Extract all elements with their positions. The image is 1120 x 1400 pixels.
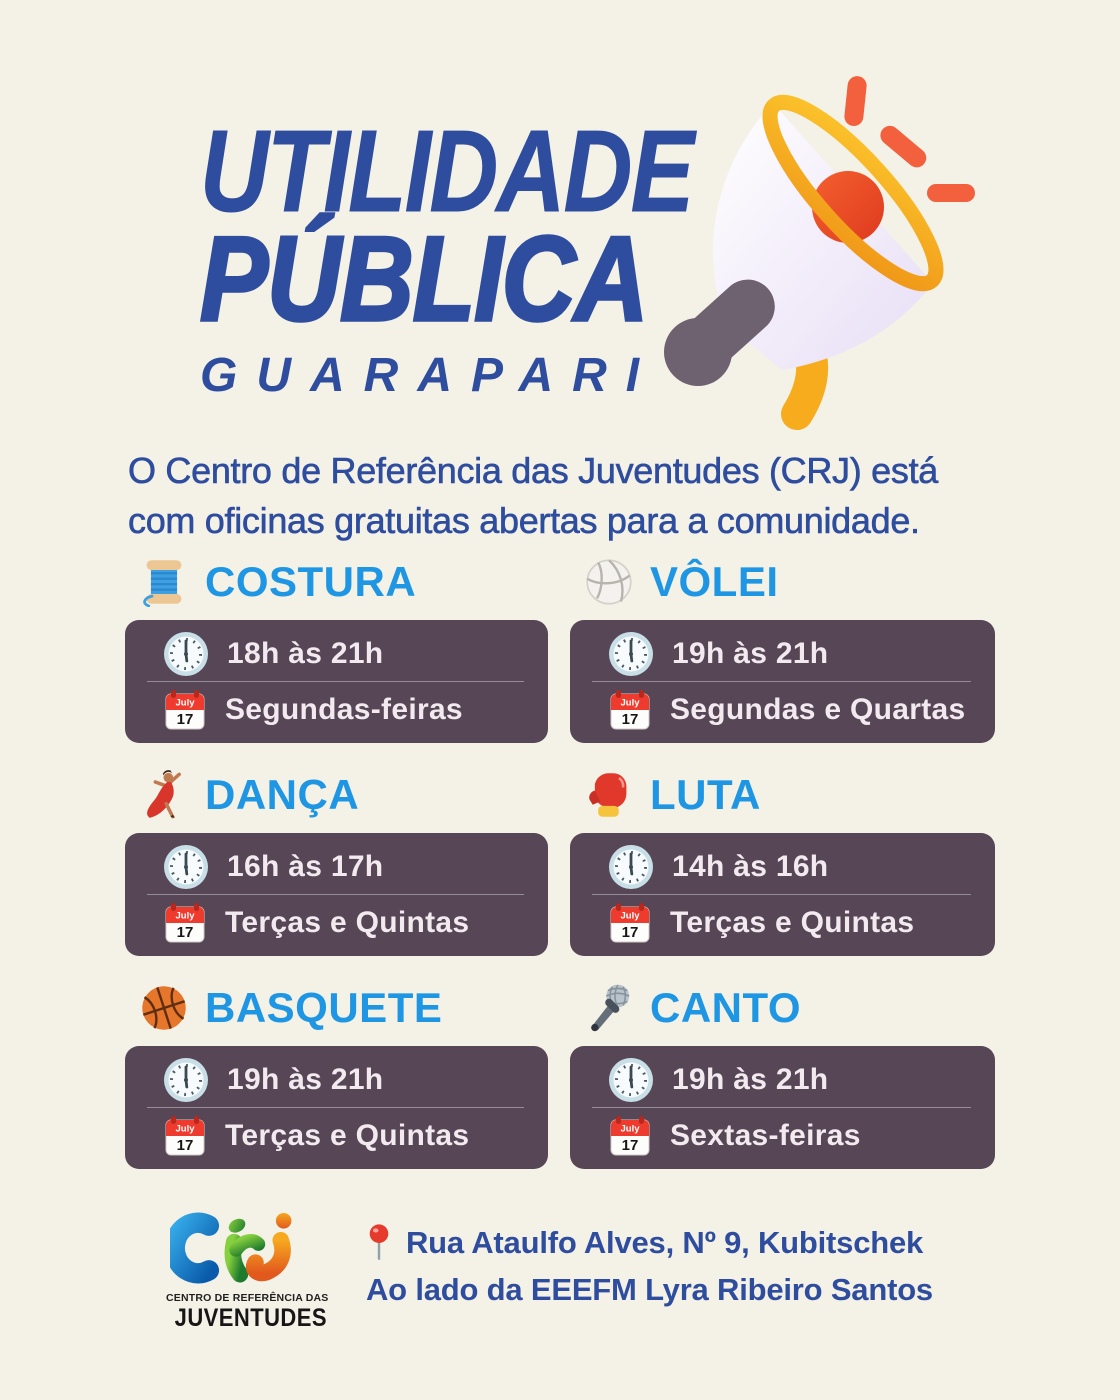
clock-icon xyxy=(608,1057,654,1103)
pushpin-icon xyxy=(366,1223,392,1263)
poster-subtitle: GUARAPARI xyxy=(200,349,659,403)
svg-text:July: July xyxy=(175,1123,195,1134)
intro-line2: com oficinas gratuitas abertas para a comunidade. xyxy=(128,499,920,541)
days-row xyxy=(163,896,524,949)
workshop-time: 19h às 21h xyxy=(227,1062,384,1096)
days-row xyxy=(163,683,524,736)
divider xyxy=(147,1107,524,1108)
svg-text:17: 17 xyxy=(621,1136,639,1154)
workshop-header xyxy=(125,556,548,608)
workshop-title: LUTA xyxy=(650,771,761,818)
clock-icon xyxy=(163,631,209,677)
workshop-card xyxy=(125,620,548,743)
workshop-header xyxy=(570,982,995,1034)
clock-icon xyxy=(608,844,654,890)
workshop-title: DANÇA xyxy=(205,771,360,818)
clock-icon xyxy=(163,844,209,890)
logo-title: JUVENTUDES xyxy=(174,1304,327,1332)
svg-text:July: July xyxy=(175,697,195,708)
poster-title-line2: PÚBLICA xyxy=(200,212,648,347)
time-row xyxy=(608,627,971,680)
time-row xyxy=(608,1053,971,1106)
crj-logo-icon xyxy=(170,1208,306,1288)
microphone-icon xyxy=(584,983,634,1033)
days-row xyxy=(608,1109,971,1162)
workshop-title: COSTURA xyxy=(205,558,417,605)
divider xyxy=(592,1107,971,1108)
volleyball-icon xyxy=(584,557,634,607)
workshop-days: Terças e Quintas xyxy=(225,905,470,939)
days-row xyxy=(608,683,971,736)
address-block xyxy=(366,1220,933,1313)
workshop-title: VÔLEI xyxy=(650,558,779,605)
megaphone-icon xyxy=(640,62,1010,432)
workshop-card xyxy=(570,620,995,743)
svg-text:17: 17 xyxy=(621,710,639,728)
workshop-header xyxy=(125,982,548,1034)
divider xyxy=(147,681,524,682)
crj-logo xyxy=(166,1208,329,1333)
workshop-costura xyxy=(125,556,548,743)
workshop-days: Terças e Quintas xyxy=(225,1118,470,1152)
workshop-header xyxy=(570,769,995,821)
divider xyxy=(592,894,971,895)
dancer-icon xyxy=(139,770,189,820)
calendar-icon xyxy=(608,1114,652,1158)
workshops-grid xyxy=(125,556,995,1169)
calendar-icon xyxy=(608,901,652,945)
divider xyxy=(147,894,524,895)
svg-text:17: 17 xyxy=(621,923,639,941)
workshop-header xyxy=(570,556,995,608)
workshop-canto xyxy=(570,982,995,1169)
workshop-card xyxy=(570,833,995,956)
clock-icon xyxy=(163,1057,209,1103)
workshop-time: 19h às 21h xyxy=(672,1062,829,1096)
logo-subtitle: CENTRO DE REFERÊNCIA DAS xyxy=(166,1292,329,1304)
time-row xyxy=(608,840,971,893)
svg-text:17: 17 xyxy=(176,923,194,941)
workshop-header xyxy=(125,769,548,821)
address-line1 xyxy=(366,1220,933,1267)
workshop-time: 16h às 17h xyxy=(227,849,384,883)
workshop-days: Sextas-feiras xyxy=(670,1118,861,1152)
workshop-time: 19h às 21h xyxy=(672,636,829,670)
address-line2: Ao lado da EEEFM Lyra Ribeiro Santos xyxy=(366,1271,933,1307)
svg-text:July: July xyxy=(620,1123,640,1134)
time-row xyxy=(163,627,524,680)
boxing-glove-icon xyxy=(584,770,634,820)
svg-text:July: July xyxy=(175,910,195,921)
basketball-icon xyxy=(139,983,189,1033)
svg-text:July: July xyxy=(620,697,640,708)
svg-text:17: 17 xyxy=(176,1136,194,1154)
calendar-icon xyxy=(608,688,652,732)
workshop-time: 18h às 21h xyxy=(227,636,384,670)
workshop-days: Segundas e Quartas xyxy=(670,692,966,726)
workshop-volei xyxy=(570,556,995,743)
calendar-icon xyxy=(163,1114,207,1158)
time-row xyxy=(163,840,524,893)
thread-spool-icon xyxy=(139,557,189,607)
workshop-card xyxy=(570,1046,995,1169)
workshop-time: 14h às 16h xyxy=(672,849,829,883)
poster-title-line1: UTILIDADE xyxy=(200,106,693,236)
workshop-card xyxy=(125,1046,548,1169)
calendar-icon xyxy=(163,901,207,945)
intro-text xyxy=(128,446,1048,545)
ray-horizontal xyxy=(927,184,975,202)
ray-vertical xyxy=(843,75,867,127)
workshop-danca xyxy=(125,769,548,956)
clock-icon xyxy=(608,631,654,677)
workshop-luta xyxy=(570,769,995,956)
days-row xyxy=(608,896,971,949)
svg-text:July: July xyxy=(620,910,640,921)
workshop-title: BASQUETE xyxy=(205,984,443,1031)
svg-text:17: 17 xyxy=(176,710,194,728)
divider xyxy=(592,681,971,682)
address-street: Rua Ataulfo Alves, Nº 9, Kubitschek xyxy=(406,1225,924,1260)
calendar-icon xyxy=(163,688,207,732)
intro-line1: O Centro de Referência das Juventudes (CRJ) está xyxy=(128,450,938,491)
workshop-days: Terças e Quintas xyxy=(670,905,915,939)
workshop-basquete xyxy=(125,982,548,1169)
workshop-days: Segundas-feiras xyxy=(225,692,463,726)
workshop-card xyxy=(125,833,548,956)
time-row xyxy=(163,1053,524,1106)
workshop-title: CANTO xyxy=(650,984,802,1031)
days-row xyxy=(163,1109,524,1162)
ray-diagonal xyxy=(877,122,931,171)
